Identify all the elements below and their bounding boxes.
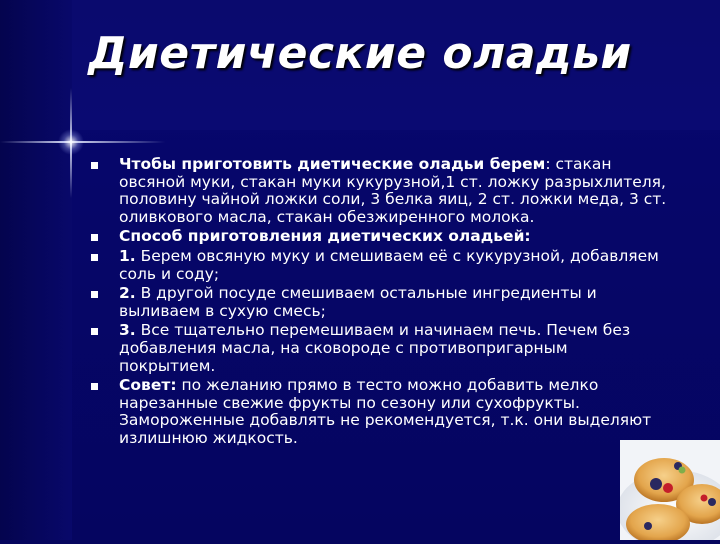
blueberry-shape — [708, 498, 716, 506]
item-lead: 3. — [119, 321, 136, 340]
item-text: Все тщательно перемешиваем и начинаем печь. Печем без добавления масла, на сковороде с противопригарным покрытием. — [119, 321, 631, 375]
item-lead: 1. — [119, 246, 136, 265]
pancakes-image — [620, 440, 720, 540]
item-text: В другой посуде смешиваем остальные ингредиенты и выливаем в сухую смесь; — [119, 284, 597, 320]
slide-title: Диетические оладьи — [88, 28, 632, 79]
square-bullet-icon — [91, 328, 98, 335]
pancakes-illustration — [620, 440, 720, 540]
list-item — [88, 322, 668, 375]
list-item — [88, 285, 668, 320]
list-item — [88, 377, 668, 447]
square-bullet-icon — [91, 383, 98, 390]
list-item — [88, 228, 668, 246]
item-lead: Способ приготовления диетических оладьей: — [119, 227, 531, 246]
item-lead: Чтобы приготовить диетические оладьи берем — [119, 155, 546, 173]
content-list — [88, 156, 668, 448]
item-text: по желанию прямо в тесто можно добавить мелко нарезанные свежие фрукты по сезону или сухофрукты. Замороженные добавлять не рекомендуется, т.к. они выделяют излишнюю жидкость. — [119, 376, 652, 447]
item-text: Берем овсяную муку и смешиваем её с кукурузной, добавляем соль и соду; — [119, 246, 659, 283]
left-band — [0, 0, 72, 540]
berry-shape — [663, 483, 673, 493]
berry-shape — [701, 495, 708, 502]
blueberry-shape — [650, 478, 662, 490]
square-bullet-icon — [91, 254, 98, 261]
square-bullet-icon — [91, 162, 98, 169]
square-bullet-icon — [91, 234, 98, 241]
square-bullet-icon — [91, 291, 98, 298]
item-lead: Совет: — [119, 376, 177, 395]
kiwi-shape — [679, 467, 686, 474]
item-lead: 2. — [119, 284, 136, 303]
blueberry-shape — [644, 522, 652, 530]
list-item — [88, 248, 668, 283]
list-item — [88, 156, 668, 226]
item-text: : стакан овсяной муки, стакан муки кукурузной,1 ст. ложку разрыхлителя, половину чайной ложки соли, 3 белка яиц, 2 ст. ложки меда, 3 ст. оливкового масла, стакан обезжиренного молока. — [119, 155, 667, 226]
